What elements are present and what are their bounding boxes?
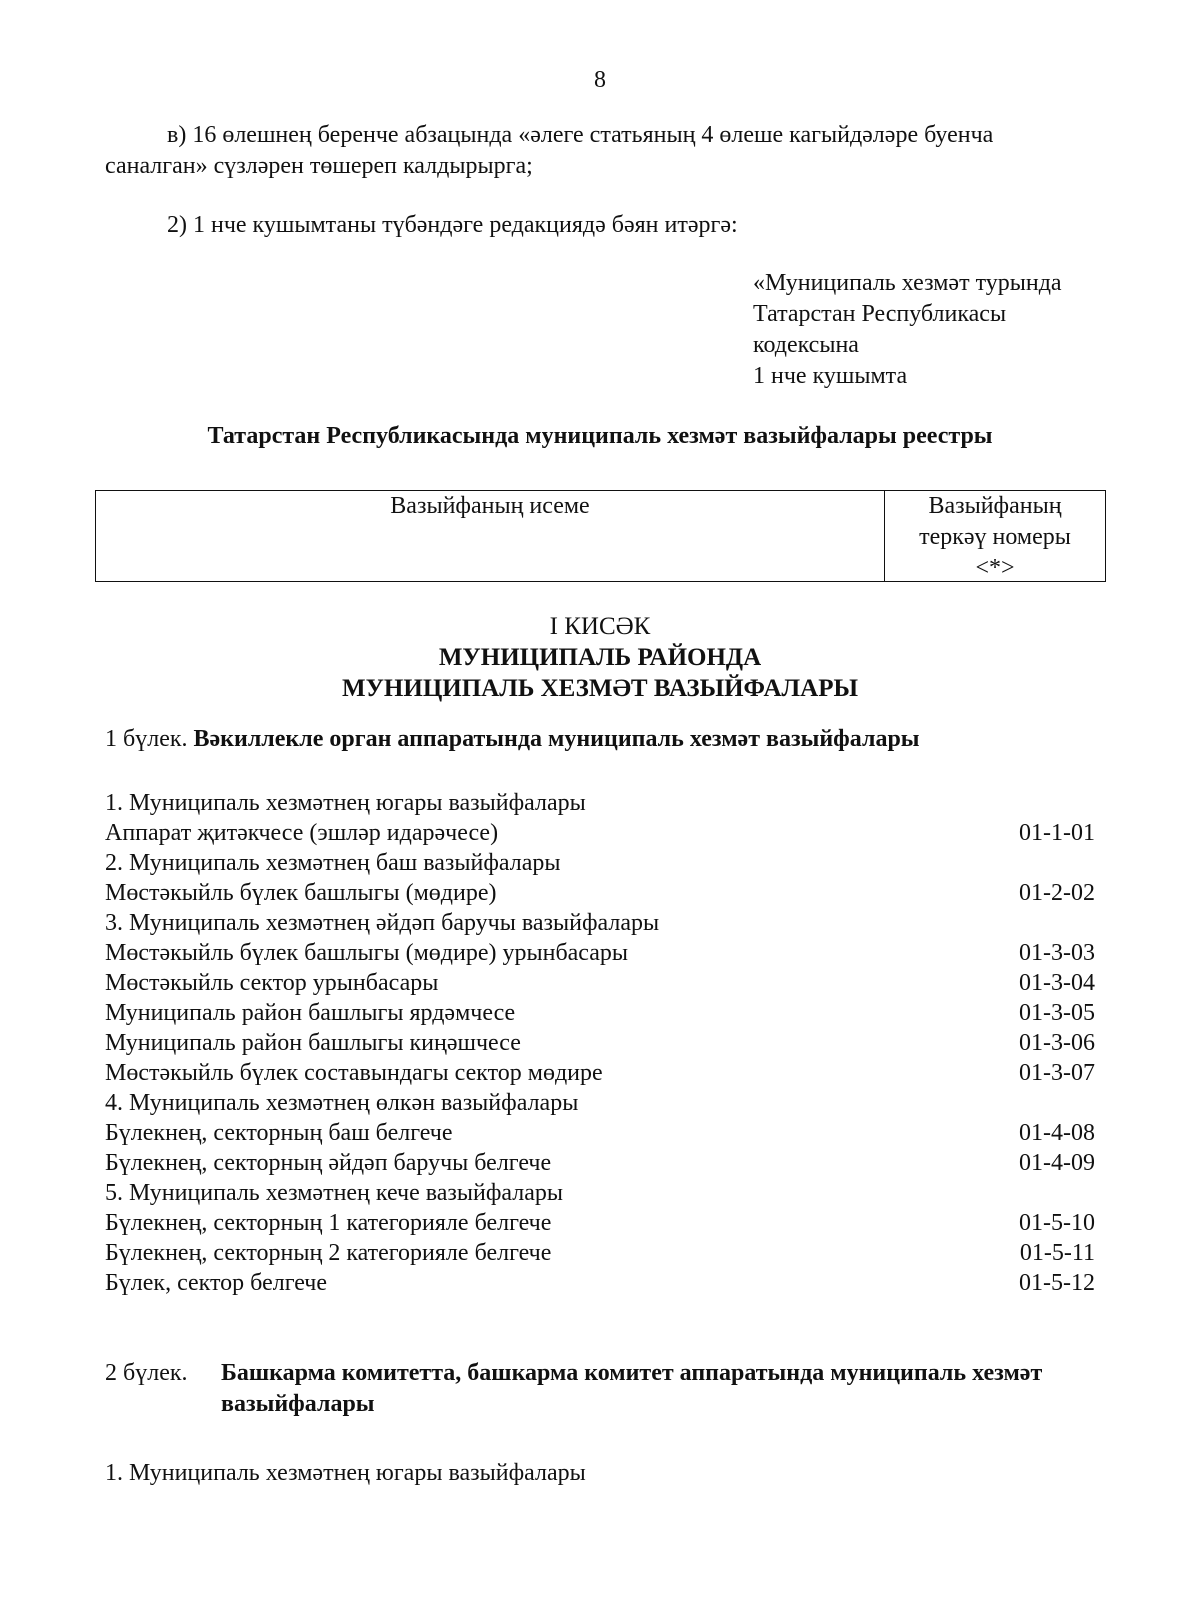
position-name: 3. Муниципаль хезмәтнең әйдәп баручы вазыйфалары [105,910,660,936]
chapter-title: Башкарма комитетта, башкарма комитет аппаратында муниципаль хезмәт вазыйфалары [221,1360,1043,1417]
position-row [105,938,1095,968]
header-position-name: Вазыйфаның исеме [96,491,885,581]
position-name: 5. Муниципаль хезмәтнең кече вазыйфалары [105,1180,564,1206]
position-name: Мөстәкыйль сектор урынбасары [105,970,439,996]
section-title-line: МУНИЦИПАЛЬ РАЙОНДА [438,644,762,671]
attachment-label [753,268,1062,392]
position-code: 01-1-01 [1019,820,1095,846]
header-registration-line: теркәү номеры [919,524,1071,550]
position-row [105,1208,1095,1238]
position-row [105,1148,1095,1178]
attachment-line: кодексына [753,332,859,358]
attachment-line: «Муниципаль хезмәт турында [753,270,1062,296]
chapter-label: 2 бүлек. [105,1360,188,1386]
position-code: 01-3-04 [1019,970,1095,996]
position-row [105,1238,1095,1268]
page-number: 8 [594,67,606,93]
position-code: 01-4-09 [1019,1150,1095,1176]
position-row [105,878,1095,908]
position-row [105,968,1095,998]
registry-title: Татарстан Республикасында муниципаль хезмәт вазыйфалары реестры [207,423,993,449]
chapter-title: Вәкиллекле орган аппаратында муниципаль хезмәт вазыйфалары [193,726,920,752]
chapter-2-heading [105,1358,1105,1420]
position-code: 01-4-08 [1019,1120,1095,1146]
header-registration-line: <*> [975,555,1015,581]
position-code: 01-3-06 [1019,1030,1095,1056]
position-name: Муниципаль район башлыгы ярдәмчесе [105,1000,516,1026]
paragraph-v-text: в) 16 өлешнең беренче абзацында «әлеге статьяның 4 өлеше кагыйдәләре буенча саналган» сүзләрен төшереп калдырырга; [105,122,994,179]
header-registration-line: Вазыйфаның [928,493,1062,519]
group-heading-row [105,1178,1095,1208]
position-name: Аппарат җитәкчесе (эшләр идарәчесе) [105,820,499,846]
position-name: Бүлекнең, секторның 2 категорияле белгече [105,1240,552,1266]
chapter-1-heading [105,724,920,755]
position-code: 01-5-10 [1019,1210,1095,1236]
position-code: 01-3-03 [1019,940,1095,966]
position-row [105,1118,1095,1148]
position-code: 01-5-12 [1019,1270,1095,1296]
section-number: I КИСӘК [549,613,651,640]
position-name: Бүлекнең, секторның әйдәп баручы белгече [105,1150,552,1176]
position-name: Бүлекнең, секторның 1 категорияле белгече [105,1210,552,1236]
chapter-label: 1 бүлек. [105,726,188,752]
position-name: Мөстәкыйль бүлек составындагы сектор мөдире [105,1060,603,1086]
position-name: Бүлекнең, секторның баш белгече [105,1120,453,1146]
position-row [105,818,1095,848]
group-heading-row [105,908,1095,938]
paragraph-2 [105,210,1095,241]
attachment-line: 1 нче кушымта [753,363,908,389]
section-title-line: МУНИЦИПАЛЬ ХЕЗМӘТ ВАЗЫЙФАЛАРЫ [341,675,859,702]
position-row [105,1028,1095,1058]
group-heading-row [105,848,1095,878]
position-row [105,1268,1095,1298]
paragraph-2-text: 2) 1 нче кушымтаны түбәндәге редакциядә бәян итәргә: [167,212,738,238]
attachment-line: Татарстан Республикасы [753,301,1007,327]
position-name: Муниципаль район башлыгы киңәшчесе [105,1030,521,1056]
position-name: Бүлек, сектор белгече [105,1270,328,1296]
paragraph-v [105,120,1095,182]
registry-header-table [95,490,1106,582]
position-name: Мөстәкыйль бүлек башлыгы (мөдире) [105,880,497,906]
position-code: 01-5-11 [1019,1240,1095,1266]
position-code: 01-3-07 [1019,1060,1095,1086]
position-name: Мөстәкыйль бүлек башлыгы (мөдире) урынбасары [105,940,629,966]
position-code: 01-2-02 [1019,880,1095,906]
header-registration-number [885,491,1105,581]
position-row [105,1058,1095,1088]
group-heading-row [105,1088,1095,1118]
position-name: 1. Муниципаль хезмәтнең югары вазыйфалары [105,790,586,816]
group-heading: 1. Муниципаль хезмәтнең югары вазыйфалары [105,1460,586,1486]
position-name: 4. Муниципаль хезмәтнең өлкән вазыйфалары [105,1090,579,1116]
position-name: 2. Муниципаль хезмәтнең баш вазыйфалары [105,850,561,876]
position-row [105,998,1095,1028]
positions-list [105,788,1095,1298]
group-heading-row [105,788,1095,818]
position-code: 01-3-05 [1019,1000,1095,1026]
